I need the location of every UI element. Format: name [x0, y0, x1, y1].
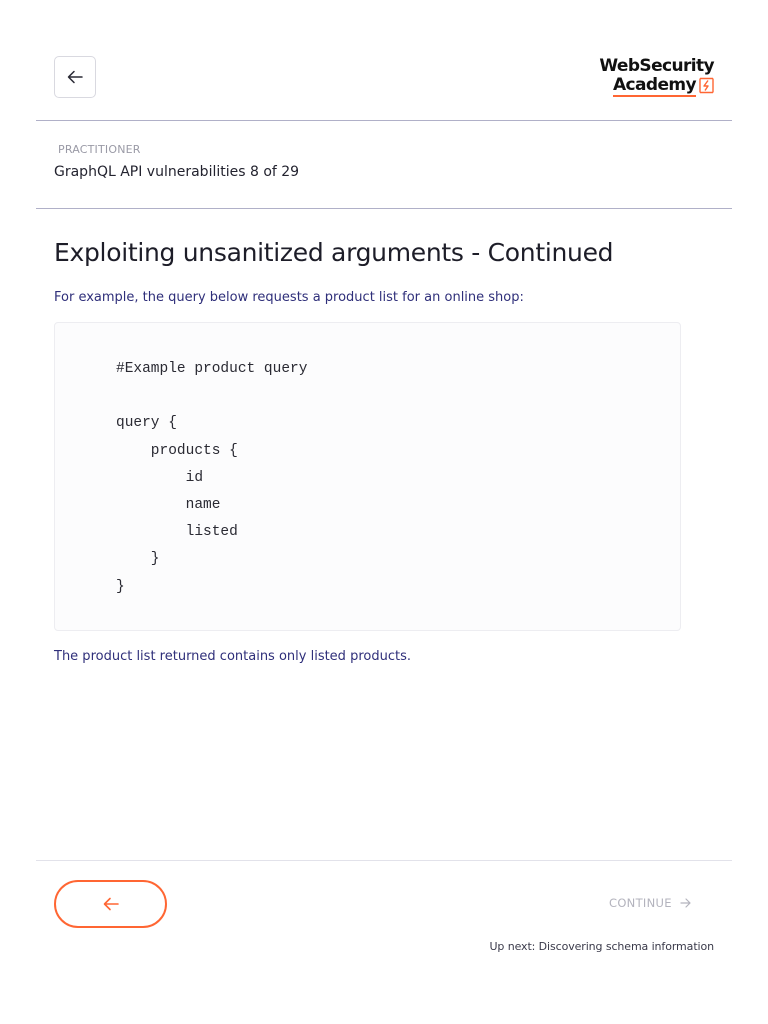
topic-divider: [36, 208, 732, 209]
intro-paragraph: For example, the query below requests a product list for an online shop:: [54, 290, 524, 305]
logo-bolt-icon: [699, 77, 714, 94]
arrow-left-icon: [103, 897, 119, 911]
code-content: #Example product query query { products { id name listed } }: [116, 361, 308, 595]
outro-paragraph: The product list returned contains only listed products.: [54, 649, 411, 664]
back-button-top[interactable]: [54, 56, 96, 98]
topic-level: PRACTITIONER: [58, 143, 141, 156]
footer-divider: [36, 860, 732, 861]
topic-progress: GraphQL API vulnerabilities 8 of 29: [54, 164, 300, 180]
page-title: Exploiting unsanitized arguments - Continued: [54, 238, 614, 267]
code-block: [54, 322, 681, 631]
up-next-text: Up next: Discovering schema information: [489, 940, 714, 953]
logo-text-line1: WebSecurity: [599, 56, 714, 76]
logo-text-line2: Academy: [613, 75, 696, 95]
arrow-right-icon: [680, 898, 691, 908]
continue-label: CONTINUE: [609, 896, 672, 910]
arrow-left-icon: [67, 70, 83, 84]
web-security-academy-logo[interactable]: [599, 56, 714, 98]
header-divider: [36, 120, 732, 121]
continue-button[interactable]: [609, 896, 691, 910]
back-button-bottom[interactable]: [54, 880, 167, 928]
